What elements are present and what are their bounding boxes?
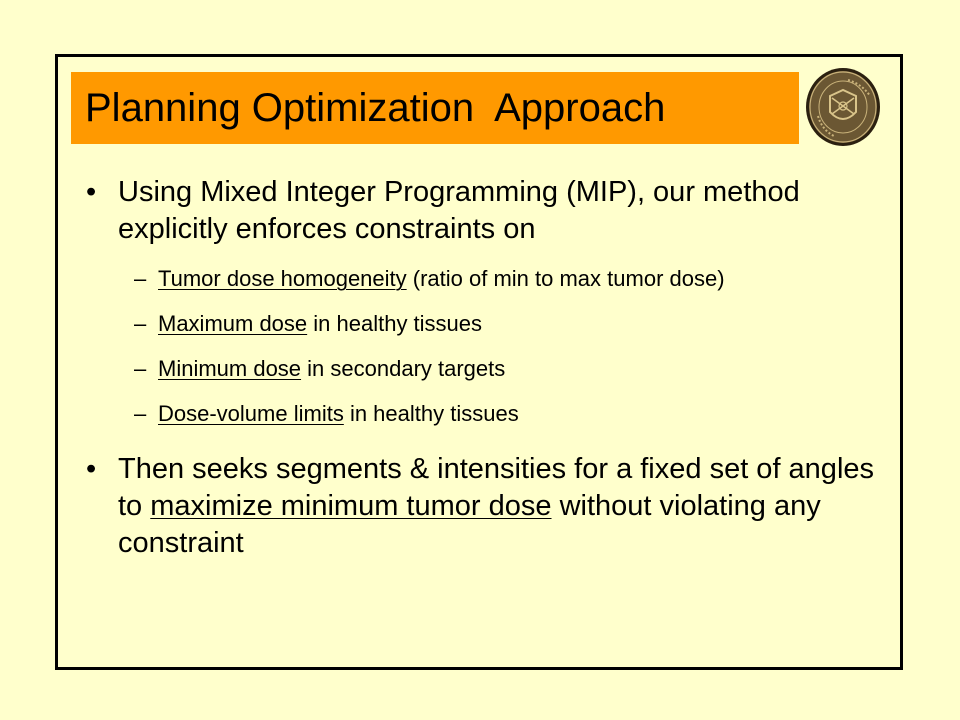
- sub-item-text: in healthy tissues: [307, 311, 483, 336]
- sub-item: [86, 354, 886, 384]
- dash-symbol: –: [134, 401, 147, 426]
- dash-symbol: –: [134, 356, 147, 381]
- sub-item-underlined: Minimum dose: [158, 356, 302, 381]
- bullet-underlined: maximize minimum tumor dose: [150, 490, 552, 522]
- bullet-item: [86, 451, 886, 562]
- university-seal-icon: [804, 66, 882, 148]
- sub-item-text: in healthy tissues: [343, 401, 519, 426]
- slide-title: Planning Optimization Approach: [85, 86, 666, 130]
- sub-item-underlined: Dose-volume limits: [158, 401, 344, 426]
- title-bar: [71, 72, 799, 144]
- sub-item: [86, 264, 886, 294]
- sub-item: [86, 399, 886, 429]
- sub-item: [86, 309, 886, 339]
- sub-item-underlined: Tumor dose homogeneity: [158, 266, 407, 291]
- sub-item-underlined: Maximum dose: [158, 311, 308, 336]
- sub-list: [86, 264, 886, 429]
- dash-symbol: –: [134, 311, 147, 336]
- bullet-text: Using Mixed Integer Programming (MIP), our method explicitly enforces constraints on: [118, 176, 800, 245]
- bullet-symbol: •: [86, 176, 97, 208]
- sub-item-text: in secondary targets: [301, 356, 506, 381]
- bullet-text: Then seeks segments & intensities for a fixed set of angles to: [118, 453, 875, 522]
- bullet-symbol: •: [86, 453, 97, 485]
- bullet-text-after: without violating any constraint: [118, 490, 821, 559]
- slide-content: [86, 174, 886, 562]
- sub-item-text: (ratio of min to max tumor dose): [406, 266, 725, 291]
- dash-symbol: –: [134, 266, 147, 291]
- bullet-item: [86, 174, 886, 248]
